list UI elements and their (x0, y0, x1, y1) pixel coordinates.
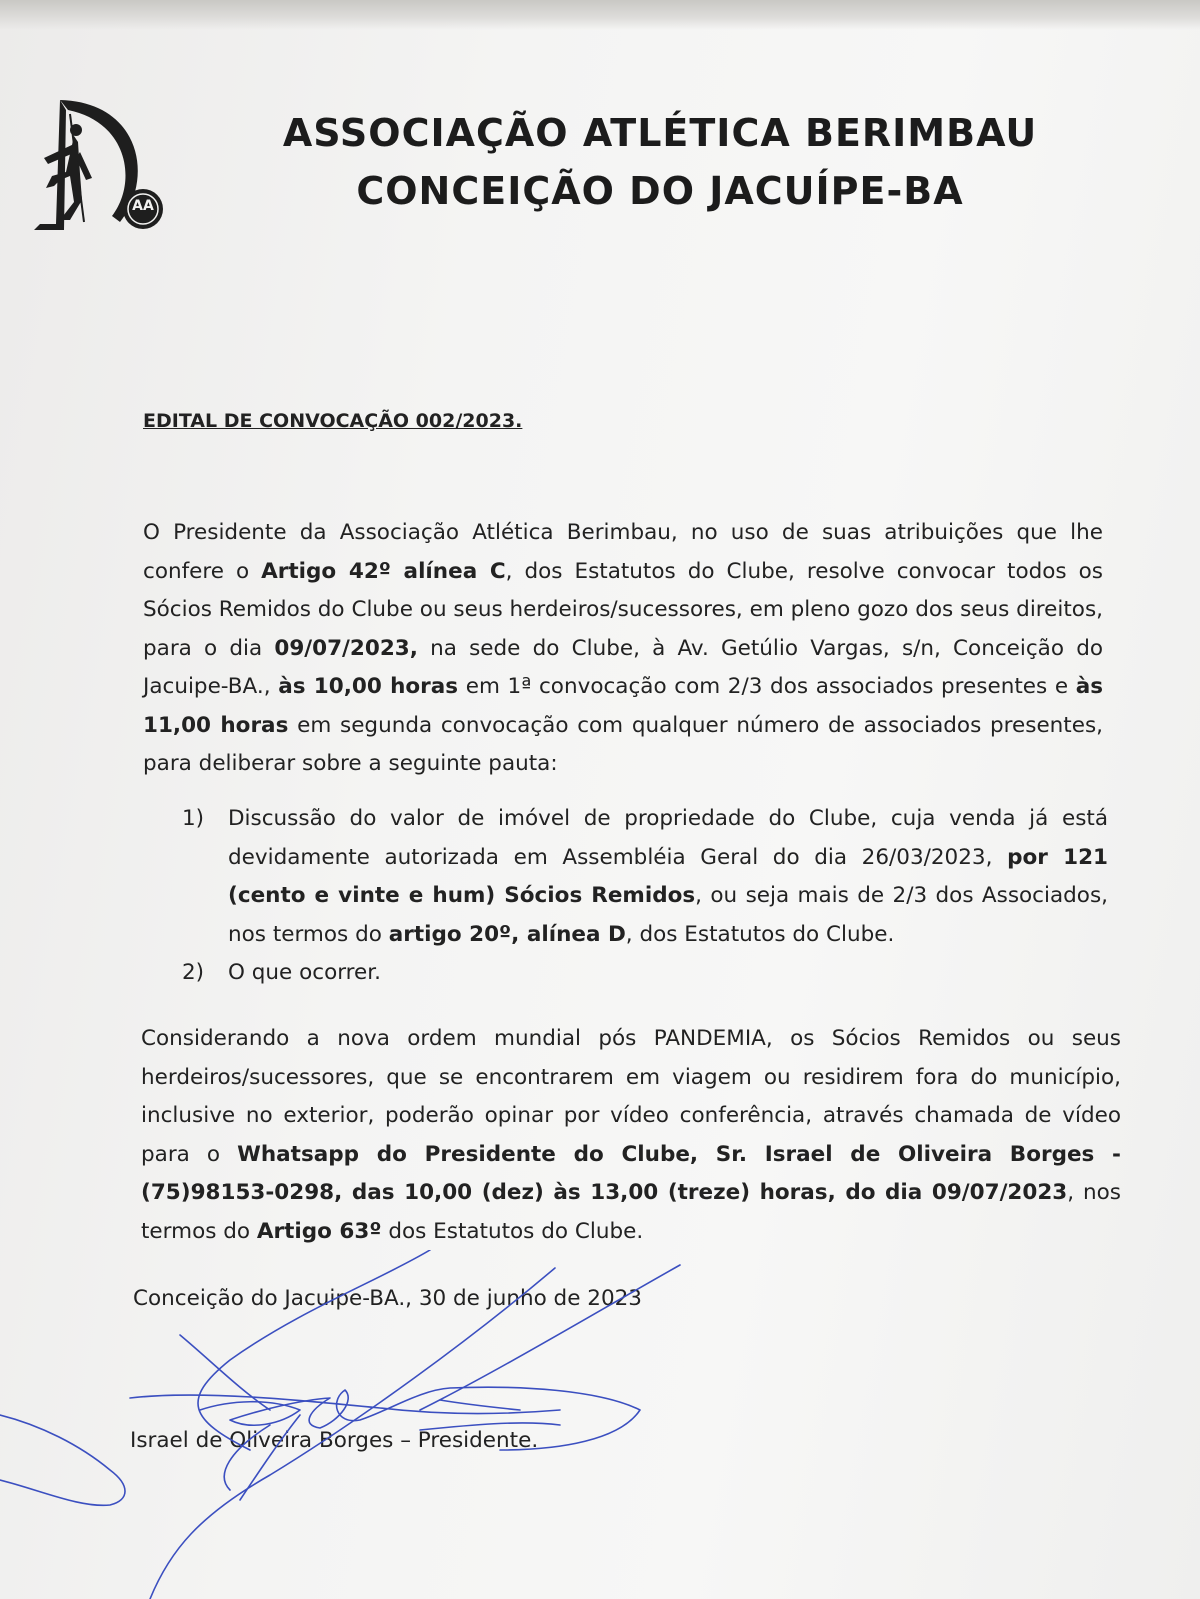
agenda-item (182, 954, 1108, 993)
page-top-shadow (0, 0, 1200, 30)
agenda-item-text-1: Discussão do valor de imóvel de propriedade do Clube, cuja venda já está devidamente autorizada em Assembléia Geral do dia 26/03/2023, (228, 806, 1108, 870)
video-conference-paragraph (141, 1020, 1121, 1251)
p1-text-3: na sede do Clube, à Av. Getúlio Vargas, s/n, Conceição do Jacuipe-BA., (143, 635, 1103, 699)
document-header (200, 105, 1120, 221)
agenda-item (182, 800, 1108, 954)
organization-name: ASSOCIAÇÃO ATLÉTICA BERIMBAU (282, 111, 1038, 155)
p1-text-4: em 1ª convocação com 2/3 dos associados presentes e (458, 674, 1076, 699)
p2-bold-article: Artigo 63º (256, 1218, 382, 1244)
p2-text-3: dos Estatutos do Clube. (381, 1218, 644, 1244)
p1-text-1: O Presidente da Associação Atlética Berimbau, no uso de suas atribuições que lhe confere o (143, 520, 1103, 584)
handwritten-signature (0, 1250, 700, 1599)
p2-text-1: Considerando a nova ordem mundial pós PANDEMIA, os Sócios Remidos ou seus herdeiros/sucessores, que se encontrarem em viagem ou residirem fora do município, inclusive no exterior, poderão opinar por vídeo conferência, através chamada de vídeo para o (141, 1026, 1121, 1167)
agenda-item-number: 1) (182, 806, 205, 831)
agenda-item-number: 2) (182, 960, 205, 985)
organization-location: CONCEIÇÃO DO JACUÍPE-BA (356, 169, 964, 213)
agenda-item-text-2: , ou seja mais de 2/3 dos Associados, nos termos do (228, 883, 1108, 947)
berimbau-logo-icon (30, 92, 180, 242)
place-date: Conceição do Jacuipe-BA., 30 de junho de 2023 (133, 1286, 642, 1311)
agenda-item-bold-1: por 121 (cento e vinte e hum) Sócios Remidos (228, 844, 1108, 908)
edital-title: EDITAL DE CONVOCAÇÃO 002/2023. (143, 410, 523, 432)
p1-bold-date: 09/07/2023, (274, 635, 418, 661)
agenda-item-text-3: , dos Estatutos do Clube. (625, 921, 895, 947)
p1-bold-second-time: às 11,00 horas (143, 674, 1104, 738)
logo-monogram: AA (132, 198, 154, 214)
p2-text-2: , nos termos do (141, 1180, 1121, 1244)
p1-text-5: em segunda convocação com qualquer número de associados presentes, para deliberar sobre a seguinte pauta: (143, 712, 1104, 776)
agenda-item-text: O que ocorrer. (228, 960, 381, 985)
agenda-list (182, 800, 1108, 993)
signer-name: Israel de Oliveira Borges – Presidente. (130, 1428, 539, 1453)
p1-text-2: , dos Estatutos do Clube, resolve convocar todos os Sócios Remidos do Clube ou seus herdeiros/sucessores, em pleno gozo dos seus direitos, para o dia (143, 558, 1103, 661)
p2-bold-whatsapp: Whatsapp do Presidente do Clube, Sr. Israel de Oliveira Borges - (75)98153-0298, das 10,00 (dez) às 13,00 (treze) horas, do dia 09/07/2023 (141, 1141, 1121, 1205)
p1-bold-article: Artigo 42º alínea C (261, 558, 506, 584)
p1-bold-first-time: às 10,00 horas (278, 674, 459, 699)
agenda-item-bold-2: artigo 20º, alínea D (388, 921, 626, 947)
convocation-paragraph (143, 514, 1103, 784)
